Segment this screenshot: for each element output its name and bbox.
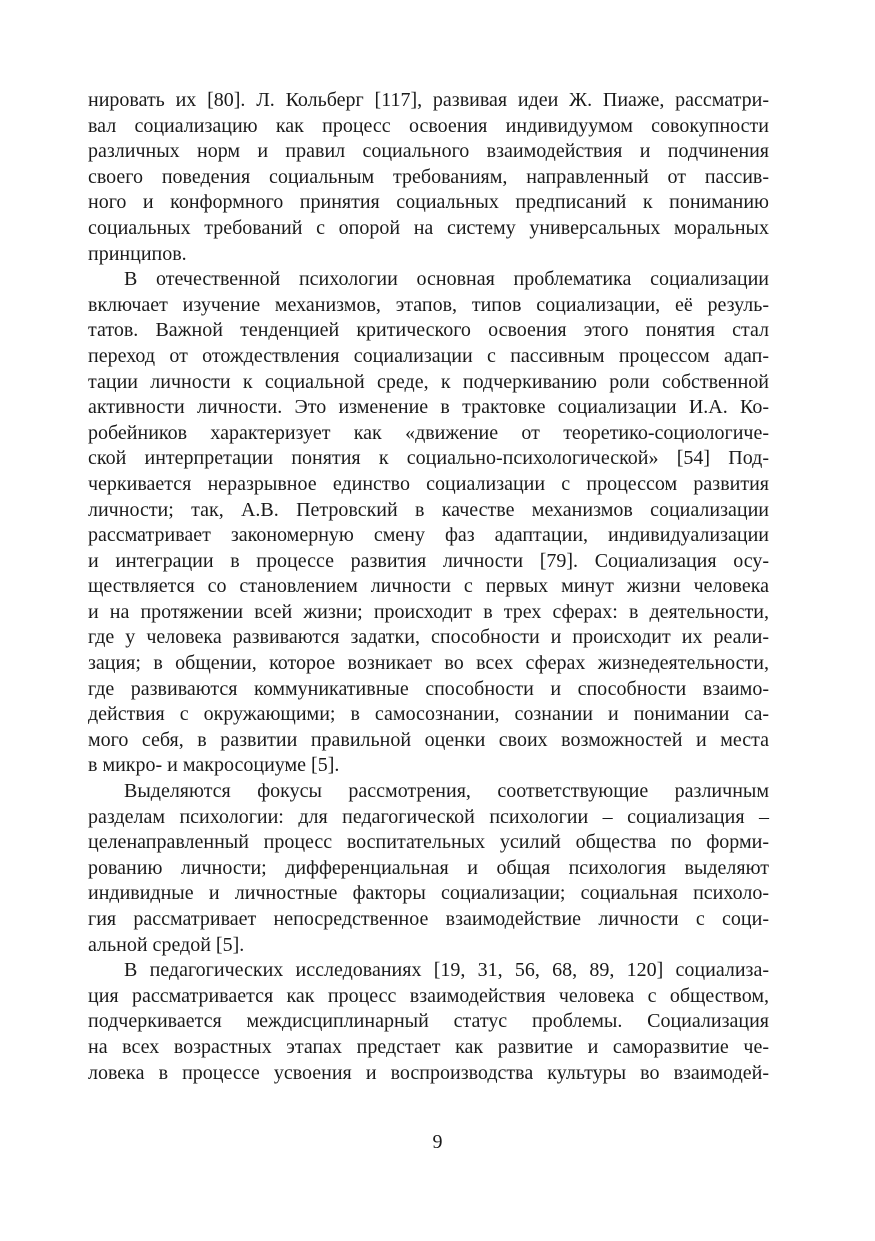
text-line: своего поведения социальным требованиям, направленный от пассив-	[88, 165, 769, 188]
text-line: переход от отождествления социализации с пассивным процессом адап-	[88, 344, 769, 367]
page-body	[88, 88, 769, 1086]
text-line: В педагогических исследованиях [19, 31, 56, 68, 89, 120] социализа-	[124, 959, 769, 982]
paragraph	[88, 88, 769, 267]
text-line: где развиваются коммуникативные способности и способности взаимо-	[88, 677, 769, 700]
text-line: Выделяются фокусы рассмотрения, соответствующие различным	[124, 780, 769, 803]
text-line: вал социализацию как процесс освоения индивидуумом совокупности	[88, 114, 769, 137]
text-line: действия с окружающими; в самосознании, сознании и понимании са-	[88, 703, 769, 726]
text-line: ция рассматривается как процесс взаимодействия человека с обществом,	[88, 984, 769, 1007]
text-line: разделам психологии: для педагогической психологии – социализация –	[88, 805, 769, 828]
text-line: различных норм и правил социального взаимодействия и подчинения	[88, 140, 769, 163]
text-line: черкивается неразрывное единство социализации с процессом развития	[88, 472, 769, 495]
paragraph	[88, 267, 769, 779]
text-line: индивидные и личностные факторы социализации; социальная психоло-	[88, 882, 769, 905]
text-line: ловека в процессе усвоения и воспроизводства культуры во взаимодей-	[88, 1061, 769, 1084]
text-line: гия рассматривает непосредственное взаимодействие личности с соци-	[88, 908, 769, 930]
text-line: рассматривает закономерную смену фаз адаптации, индивидуализации	[88, 524, 769, 547]
text-line: и интеграции в процессе развития личности [79]. Социализация осу-	[88, 549, 769, 572]
text-line: на всех возрастных этапах предстает как развитие и саморазвитие че-	[88, 1035, 769, 1058]
text-line: включает изучение механизмов, этапов, типов социализации, её резуль-	[88, 293, 769, 316]
text-line: рованию личности; дифференциальная и общая психология выделяют	[88, 856, 769, 879]
text-line: в микро- и макросоциуме [5].	[88, 754, 340, 777]
text-line: ществляется со становлением личности с первых минут жизни человека	[88, 575, 769, 598]
text-line: В отечественной психологии основная проблематика социализации	[124, 268, 769, 291]
text-column	[88, 88, 769, 1086]
text-line: зация; в общении, которое возникает во всех сферах жизнедеятельности,	[88, 652, 769, 675]
text-line: и на протяжении всей жизни; происходит в трех сферах: в деятельности,	[88, 600, 769, 623]
text-line: ного и конформного принятия социальных предписаний к пониманию	[88, 191, 769, 214]
text-line: альной средой [5].	[88, 933, 245, 956]
text-line: ской интерпретации понятия к социально-психологической» [54] Под-	[88, 447, 769, 470]
text-line: личности; так, А.В. Петровский в качестве механизмов социализации	[88, 498, 769, 521]
text-line: татов. Важной тенденцией критического освоения этого понятия стал	[88, 319, 769, 342]
text-line: целенаправленный процесс воспитательных усилий общества по форми-	[88, 831, 769, 854]
text-line: подчеркивается междисциплинарный статус проблемы. Социализация	[88, 1010, 769, 1033]
text-line: тации личности к социальной среде, к подчеркиванию роли собственной	[88, 370, 769, 393]
text-line: мого себя, в развитии правильной оценки своих возможностей и места	[88, 728, 769, 751]
text-line: активности личности. Это изменение в трактовке социализации И.А. Ко-	[88, 396, 769, 419]
paragraph	[88, 779, 769, 958]
page-number: 9	[432, 1131, 443, 1153]
text-line: робейников характеризует как «движение от теоретико-социологиче-	[88, 421, 769, 444]
text-line: где у человека развиваются задатки, способности и происходит их реали-	[88, 626, 769, 649]
text-line: социальных требований с опорой на систему универсальных моральных	[88, 216, 769, 239]
text-line: нировать их [80]. Л. Кольберг [117], развивая идеи Ж. Пиаже, рассматри-	[88, 89, 769, 111]
paragraph	[88, 958, 769, 1086]
text-line: принципов.	[88, 242, 187, 265]
